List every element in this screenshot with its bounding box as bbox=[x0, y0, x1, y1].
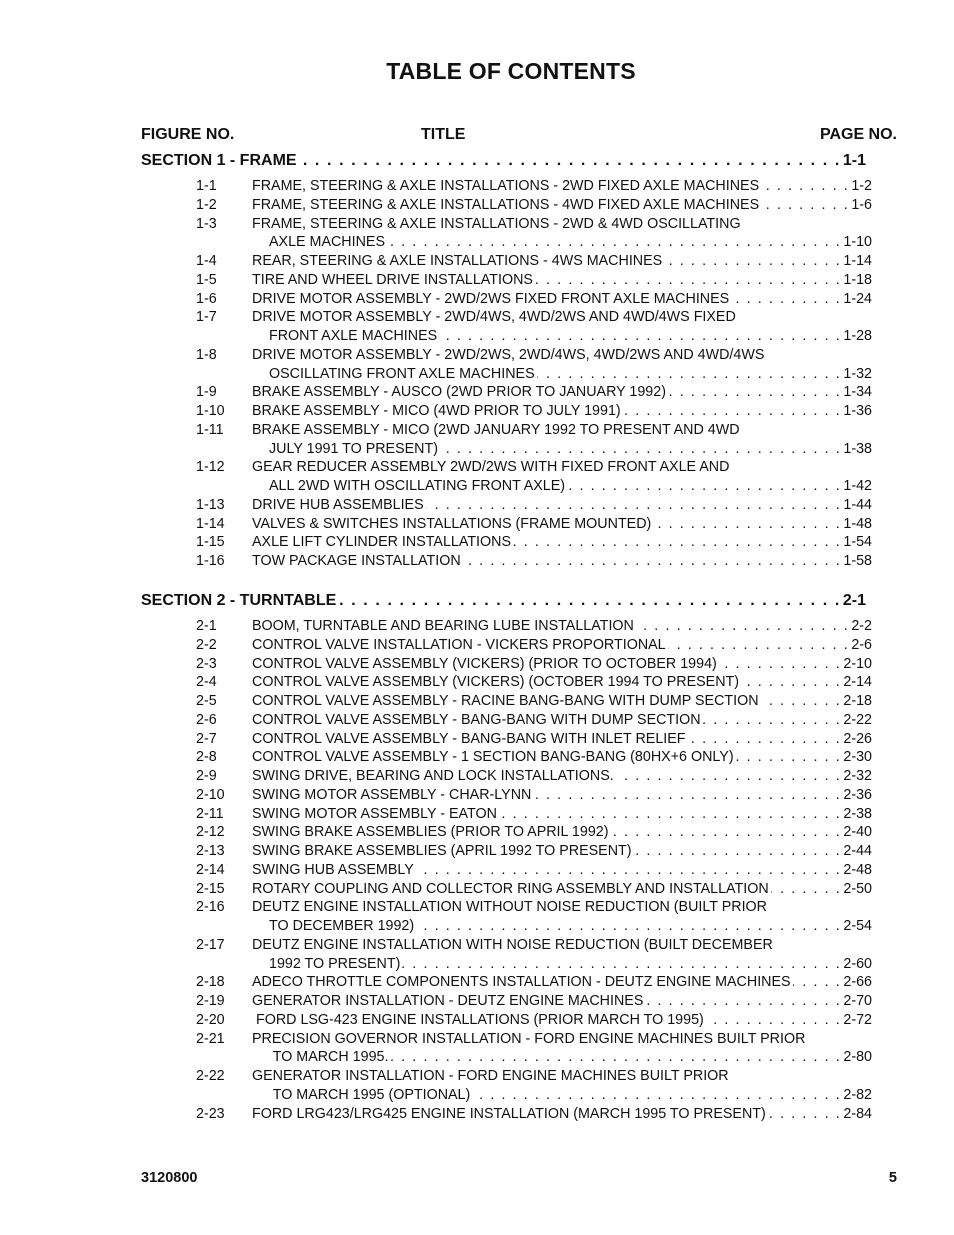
page-title: TABLE OF CONTENTS bbox=[386, 58, 636, 84]
leader-dots bbox=[668, 383, 841, 401]
toc-entry bbox=[196, 692, 872, 711]
entry-title: FORD LSG-423 ENGINE INSTALLATIONS (PRIOR MARCH TO 1995) bbox=[252, 1011, 704, 1028]
toc-entry bbox=[196, 458, 872, 496]
entry-line bbox=[252, 936, 872, 954]
figure-number: 2-12 bbox=[196, 824, 225, 841]
leader-dots bbox=[533, 786, 841, 804]
toc-entry bbox=[196, 786, 872, 805]
figure-number: 2-10 bbox=[196, 786, 225, 803]
leader-dots bbox=[499, 805, 841, 823]
figure-number: 2-5 bbox=[196, 693, 217, 709]
toc-entry bbox=[196, 1011, 872, 1030]
leader-dots bbox=[645, 992, 841, 1010]
entry-title: VALVES & SWITCHES INSTALLATIONS (FRAME MOUNTED) bbox=[252, 515, 652, 532]
entry-line bbox=[252, 955, 872, 973]
entry-page: 2-44 bbox=[843, 843, 872, 859]
entry-line bbox=[252, 533, 872, 551]
entry-title: REAR, STEERING & AXLE INSTALLATIONS - 4WS MACHINES bbox=[252, 253, 663, 269]
entry-title: GENERATOR INSTALLATION - FORD ENGINE MACHINES BUILT PRIOR bbox=[252, 1068, 729, 1084]
figure-number: 2-3 bbox=[196, 655, 217, 672]
figure-number: 2-21 bbox=[196, 1030, 225, 1047]
figure-number: 1-10 bbox=[196, 403, 225, 419]
leader-dots bbox=[668, 636, 850, 654]
entry-line bbox=[252, 692, 872, 710]
figure-number: 1-1 bbox=[196, 178, 217, 194]
entry-page: 1-34 bbox=[843, 384, 872, 401]
toc-entry bbox=[196, 533, 872, 552]
toc-entry bbox=[196, 346, 872, 384]
figure-number: 1-6 bbox=[196, 290, 217, 307]
entry-line bbox=[252, 992, 872, 1010]
leader-dots bbox=[768, 1105, 842, 1123]
figure-number: 1-4 bbox=[196, 253, 217, 269]
toc-entry bbox=[196, 898, 872, 936]
entry-page: 2-18 bbox=[843, 693, 872, 709]
title-header: TITLE bbox=[421, 126, 466, 143]
entry-page: 2-10 bbox=[843, 655, 872, 672]
entry-title: ROTARY COUPLING AND COLLECTOR RING ASSEMBLY AND INSTALLATION bbox=[252, 880, 769, 897]
section-page: 1-1 bbox=[842, 152, 866, 169]
entry-title: ALL 2WD WITH OSCILLATING FRONT AXLE) bbox=[269, 478, 566, 494]
entry-title: CONTROL VALVE ASSEMBLY (VICKERS) (PRIOR TO OCTOBER 1994) bbox=[252, 655, 717, 672]
entry-line bbox=[252, 196, 872, 214]
section-page: 2-1 bbox=[842, 592, 866, 609]
figure-number: 1-2 bbox=[196, 196, 217, 213]
figure-number: 2-18 bbox=[196, 974, 225, 991]
entry-title: TO DECEMBER 1992) bbox=[269, 918, 415, 934]
entry-page: 2-80 bbox=[843, 1049, 872, 1066]
entry-page: 2-70 bbox=[843, 993, 872, 1009]
entry-title: OSCILLATING FRONT AXLE MACHINES bbox=[269, 365, 535, 382]
leader-dots bbox=[440, 440, 841, 458]
entry-line bbox=[252, 477, 872, 495]
entry-page: 2-26 bbox=[843, 730, 872, 747]
section-heading bbox=[141, 590, 866, 610]
page-no-header: PAGE NO. bbox=[819, 126, 897, 143]
entry-title: GEAR REDUCER ASSEMBLY 2WD/2WS WITH FIXED FRONT AXLE AND bbox=[252, 459, 730, 476]
entry-line bbox=[252, 552, 872, 570]
entry-line bbox=[252, 215, 872, 233]
entry-page: 2-30 bbox=[843, 749, 872, 766]
entry-title: BRAKE ASSEMBLY - MICO (2WD JANUARY 1992 TO PRESENT AND 4WD bbox=[252, 421, 740, 438]
entry-line bbox=[252, 1105, 872, 1123]
toc-entry bbox=[196, 290, 872, 309]
leader-dots bbox=[390, 1048, 841, 1066]
leader-dots bbox=[719, 655, 842, 673]
figure-number: 1-3 bbox=[196, 215, 217, 232]
figure-number: 2-2 bbox=[196, 636, 217, 653]
toc-entry bbox=[196, 655, 872, 674]
toc-entry bbox=[196, 271, 872, 290]
entry-line bbox=[252, 346, 872, 364]
entry-title: SWING DRIVE, BEARING AND LOCK INSTALLATIONS. bbox=[252, 768, 614, 784]
figure-number: 2-8 bbox=[196, 749, 217, 766]
figure-number: 2-20 bbox=[196, 1011, 225, 1028]
leader-dots bbox=[653, 515, 841, 533]
entry-page: 2-66 bbox=[843, 974, 872, 991]
leader-dots bbox=[299, 152, 841, 170]
toc-entry bbox=[196, 383, 872, 402]
entry-title: AXLE MACHINES bbox=[269, 234, 385, 251]
leader-dots bbox=[439, 327, 841, 345]
entry-page: 2-14 bbox=[843, 674, 872, 691]
leader-dots bbox=[761, 177, 849, 195]
figure-no-header: FIGURE NO. bbox=[141, 126, 235, 143]
entry-page: 2-50 bbox=[843, 880, 872, 897]
entry-page: 1-36 bbox=[843, 403, 872, 419]
toc-entry bbox=[196, 823, 872, 842]
entry-page: 1-14 bbox=[843, 253, 872, 269]
entry-title: FORD LRG423/LRG425 ENGINE INSTALLATION (MARCH 1995 TO PRESENT) bbox=[252, 1105, 766, 1122]
entry-line bbox=[252, 748, 872, 766]
figure-number: 1-15 bbox=[196, 534, 225, 551]
entry-line bbox=[252, 1048, 872, 1066]
figure-number: 2-15 bbox=[196, 880, 225, 897]
entry-line bbox=[252, 880, 872, 898]
toc-entry bbox=[196, 402, 872, 421]
toc-entry bbox=[196, 215, 872, 253]
entry-title: DRIVE MOTOR ASSEMBLY - 2WD/4WS, 4WD/2WS AND 4WD/4WS FIXED bbox=[252, 309, 736, 326]
toc-entry bbox=[196, 1030, 872, 1068]
leader-dots bbox=[761, 196, 849, 214]
leader-dots bbox=[463, 552, 842, 570]
toc-entry bbox=[196, 421, 872, 459]
toc-entry bbox=[196, 1105, 872, 1124]
leader-dots bbox=[741, 673, 841, 691]
section-title: SECTION 2 - TURNTABLE bbox=[141, 592, 337, 609]
leader-dots bbox=[664, 252, 841, 270]
entry-title: DEUTZ ENGINE INSTALLATION WITHOUT NOISE REDUCTION (BUILT PRIOR bbox=[252, 899, 767, 916]
entry-page: 2-60 bbox=[843, 955, 872, 972]
leader-dots bbox=[706, 1011, 842, 1029]
figure-number: 1-11 bbox=[196, 421, 224, 438]
toc-entry bbox=[196, 711, 872, 730]
column-headers bbox=[141, 126, 897, 146]
figure-number: 2-22 bbox=[196, 1068, 225, 1084]
figure-number: 1-14 bbox=[196, 515, 225, 532]
toc-entry bbox=[196, 936, 872, 974]
entry-title: JULY 1991 TO PRESENT) bbox=[269, 440, 438, 457]
leader-dots bbox=[636, 617, 849, 635]
entry-line bbox=[252, 673, 872, 691]
entry-line bbox=[252, 730, 872, 748]
entry-title: SWING HUB ASSEMBLY bbox=[252, 861, 414, 878]
leader-dots bbox=[634, 842, 842, 860]
entry-line bbox=[252, 767, 872, 785]
leader-dots bbox=[387, 233, 841, 251]
entry-line bbox=[252, 636, 872, 654]
entry-page: 1-42 bbox=[843, 478, 872, 494]
entry-line bbox=[252, 177, 872, 195]
toc-entry bbox=[196, 636, 872, 655]
entry-page: 1-10 bbox=[843, 234, 872, 251]
entry-title: CONTROL VALVE ASSEMBLY - BANG-BANG WITH INLET RELIEF bbox=[252, 730, 686, 747]
entry-line bbox=[252, 383, 872, 401]
entry-line bbox=[252, 327, 872, 345]
toc-entry bbox=[196, 861, 872, 880]
entry-title: CONTROL VALVE ASSEMBLY - 1 SECTION BANG-BANG (80HX+6 ONLY) bbox=[252, 749, 734, 766]
entry-page: 1-54 bbox=[843, 534, 872, 551]
leader-dots bbox=[731, 290, 841, 308]
toc-entry bbox=[196, 767, 872, 786]
entry-line bbox=[252, 823, 872, 841]
leader-dots bbox=[703, 711, 842, 729]
figure-number: 1-8 bbox=[196, 346, 217, 363]
entry-page: 2-40 bbox=[843, 824, 872, 841]
entry-title: BRAKE ASSEMBLY - MICO (4WD PRIOR TO JULY 1991) bbox=[252, 403, 621, 419]
entry-page: 1-18 bbox=[843, 271, 872, 288]
entry-title: AXLE LIFT CYLINDER INSTALLATIONS bbox=[252, 534, 512, 551]
toc-entry bbox=[196, 805, 872, 824]
entry-line bbox=[252, 617, 872, 635]
figure-number: 1-9 bbox=[196, 384, 217, 401]
entry-page: 1-38 bbox=[843, 440, 872, 457]
entry-line bbox=[252, 421, 872, 439]
entry-page: 2-84 bbox=[843, 1105, 872, 1122]
figure-number: 2-23 bbox=[196, 1105, 225, 1122]
entry-line bbox=[252, 365, 872, 383]
entry-title: TO MARCH 1995 (OPTIONAL) bbox=[269, 1086, 471, 1103]
entry-line bbox=[252, 973, 872, 991]
entry-title: CONTROL VALVE ASSEMBLY - BANG-BANG WITH DUMP SECTION bbox=[252, 711, 701, 728]
entry-title: CONTROL VALVE ASSEMBLY - RACINE BANG-BANG WITH DUMP SECTION bbox=[252, 693, 759, 709]
figure-number: 2-11 bbox=[196, 805, 224, 822]
entry-title: SWING BRAKE ASSEMBLIES (PRIOR TO APRIL 1992) bbox=[252, 824, 609, 841]
entry-page: 2-6 bbox=[851, 636, 872, 653]
toc-entry bbox=[196, 496, 872, 515]
leader-dots bbox=[416, 917, 841, 935]
toc-entry bbox=[196, 673, 872, 692]
entry-page: 2-72 bbox=[843, 1011, 872, 1028]
toc-entry bbox=[196, 552, 872, 571]
entry-page: 2-36 bbox=[843, 786, 872, 803]
entry-line bbox=[252, 917, 872, 935]
leader-dots bbox=[616, 767, 842, 785]
entry-line bbox=[252, 515, 872, 533]
leader-dots bbox=[611, 823, 842, 841]
figure-number: 1-12 bbox=[196, 459, 225, 476]
entry-line bbox=[252, 1030, 872, 1048]
entry-page: 1-32 bbox=[843, 365, 872, 382]
entry-title: CONTROL VALVE ASSEMBLY (VICKERS) (OCTOBER 1994 TO PRESENT) bbox=[252, 674, 740, 691]
entry-page: 2-38 bbox=[843, 805, 872, 822]
leader-dots bbox=[402, 955, 841, 973]
toc-entry bbox=[196, 515, 872, 534]
entry-title: DRIVE HUB ASSEMBLIES bbox=[252, 496, 424, 513]
entry-line bbox=[252, 252, 872, 270]
leader-dots bbox=[513, 533, 841, 551]
entry-title: FRAME, STEERING & AXLE INSTALLATIONS - 2WD FIXED AXLE MACHINES bbox=[252, 178, 760, 194]
entry-title: DRIVE MOTOR ASSEMBLY - 2WD/2WS FIXED FRONT AXLE MACHINES bbox=[252, 290, 730, 307]
leader-dots bbox=[688, 730, 842, 748]
entry-title: BOOM, TURNTABLE AND BEARING LUBE INSTALLATION bbox=[252, 618, 634, 634]
entry-title: TO MARCH 1995. bbox=[269, 1049, 389, 1066]
toc-entry bbox=[196, 880, 872, 899]
entry-line bbox=[252, 1067, 872, 1085]
figure-number: 2-4 bbox=[196, 674, 217, 691]
toc-entry bbox=[196, 196, 872, 215]
entry-page: 2-32 bbox=[843, 768, 872, 784]
entry-page: 1-2 bbox=[851, 178, 872, 194]
figure-number: 2-14 bbox=[196, 861, 225, 878]
leader-dots bbox=[472, 1086, 841, 1104]
figure-number: 2-9 bbox=[196, 768, 217, 784]
toc-entry bbox=[196, 617, 872, 636]
leader-dots bbox=[761, 692, 842, 710]
toc-entry bbox=[196, 252, 872, 271]
toc-entry bbox=[196, 730, 872, 749]
entry-line bbox=[252, 655, 872, 673]
leader-dots bbox=[416, 861, 842, 879]
entry-line bbox=[252, 308, 872, 326]
entry-title: TOW PACKAGE INSTALLATION bbox=[252, 553, 461, 569]
entry-line bbox=[252, 496, 872, 514]
toc-entry bbox=[196, 842, 872, 861]
entry-title: ADECO THROTTLE COMPONENTS INSTALLATION - DEUTZ ENGINE MACHINES bbox=[252, 974, 791, 991]
entry-title: DEUTZ ENGINE INSTALLATION WITH NOISE REDUCTION (BUILT DECEMBER bbox=[252, 936, 773, 953]
toc-entry bbox=[196, 308, 872, 346]
entry-page: 1-48 bbox=[843, 515, 872, 532]
toc-entry bbox=[196, 1067, 872, 1105]
entry-title: FRONT AXLE MACHINES bbox=[269, 328, 438, 344]
toc-entry bbox=[196, 177, 872, 196]
figure-number: 1-5 bbox=[196, 271, 217, 288]
figure-number: 2-19 bbox=[196, 993, 225, 1009]
entry-line bbox=[252, 402, 872, 420]
entry-line bbox=[252, 290, 872, 308]
entry-page: 2-22 bbox=[843, 711, 872, 728]
entry-line bbox=[252, 898, 872, 916]
figure-number: 2-1 bbox=[196, 618, 217, 634]
entry-title: FRAME, STEERING & AXLE INSTALLATIONS - 4WD FIXED AXLE MACHINES bbox=[252, 196, 760, 213]
page-number: 5 bbox=[888, 1170, 897, 1186]
entry-title: CONTROL VALVE INSTALLATION - VICKERS PROPORTIONAL bbox=[252, 636, 666, 653]
entry-line bbox=[252, 233, 872, 251]
entry-page: 1-28 bbox=[843, 328, 872, 344]
entry-page: 2-48 bbox=[843, 861, 872, 878]
leader-dots bbox=[567, 477, 841, 495]
figure-number: 1-7 bbox=[196, 309, 217, 326]
section-title: SECTION 1 - FRAME bbox=[141, 152, 297, 169]
entry-page: 2-54 bbox=[843, 918, 872, 934]
entry-title: TIRE AND WHEEL DRIVE INSTALLATIONS bbox=[252, 271, 533, 288]
entry-page: 2-82 bbox=[843, 1086, 872, 1103]
toc-entry bbox=[196, 992, 872, 1011]
entry-line bbox=[252, 805, 872, 823]
entry-line bbox=[252, 786, 872, 804]
entry-title: BRAKE ASSEMBLY - AUSCO (2WD PRIOR TO JANUARY 1992) bbox=[252, 384, 666, 401]
leader-dots bbox=[623, 402, 842, 420]
figure-number: 2-16 bbox=[196, 899, 225, 916]
leader-dots bbox=[537, 365, 842, 383]
entry-title: GENERATOR INSTALLATION - DEUTZ ENGINE MACHINES bbox=[252, 993, 644, 1009]
entry-line bbox=[252, 1011, 872, 1029]
figure-number: 2-17 bbox=[196, 936, 225, 953]
entry-title: FRAME, STEERING & AXLE INSTALLATIONS - 2WD & 4WD OSCILLATING bbox=[252, 215, 741, 232]
leader-dots bbox=[338, 592, 841, 610]
entry-line bbox=[252, 1086, 872, 1104]
figure-number: 2-13 bbox=[196, 843, 225, 859]
figure-number: 1-13 bbox=[196, 496, 225, 513]
entry-title: DRIVE MOTOR ASSEMBLY - 2WD/2WS, 2WD/4WS, 4WD/2WS AND 4WD/4WS bbox=[252, 346, 765, 363]
document-number: 3120800 bbox=[141, 1170, 198, 1186]
leader-dots bbox=[426, 496, 842, 514]
leader-dots bbox=[535, 271, 841, 289]
entry-line bbox=[252, 861, 872, 879]
entry-title: SWING MOTOR ASSEMBLY - CHAR-LYNN bbox=[252, 786, 532, 803]
leader-dots bbox=[793, 973, 842, 991]
entry-title: 1992 TO PRESENT) bbox=[269, 955, 401, 972]
leader-dots bbox=[771, 880, 842, 898]
figure-number: 2-6 bbox=[196, 711, 217, 728]
entry-line bbox=[252, 711, 872, 729]
entry-line bbox=[252, 440, 872, 458]
toc-entry bbox=[196, 748, 872, 767]
entry-page: 1-44 bbox=[843, 496, 872, 513]
figure-number: 2-7 bbox=[196, 730, 217, 747]
entry-line bbox=[252, 842, 872, 860]
entry-line bbox=[252, 271, 872, 289]
entry-title: SWING MOTOR ASSEMBLY - EATON bbox=[252, 805, 497, 822]
entry-page: 2-2 bbox=[851, 618, 872, 634]
entry-page: 1-58 bbox=[843, 553, 872, 569]
entry-title: SWING BRAKE ASSEMBLIES (APRIL 1992 TO PRESENT) bbox=[252, 843, 632, 859]
entry-page: 1-6 bbox=[851, 196, 872, 213]
entry-title: PRECISION GOVERNOR INSTALLATION - FORD ENGINE MACHINES BUILT PRIOR bbox=[252, 1030, 806, 1047]
leader-dots bbox=[736, 748, 842, 766]
entry-line bbox=[252, 458, 872, 476]
figure-number: 1-16 bbox=[196, 553, 225, 569]
entry-page: 1-24 bbox=[843, 290, 872, 307]
section-heading bbox=[141, 150, 866, 170]
toc-entry bbox=[196, 973, 872, 992]
